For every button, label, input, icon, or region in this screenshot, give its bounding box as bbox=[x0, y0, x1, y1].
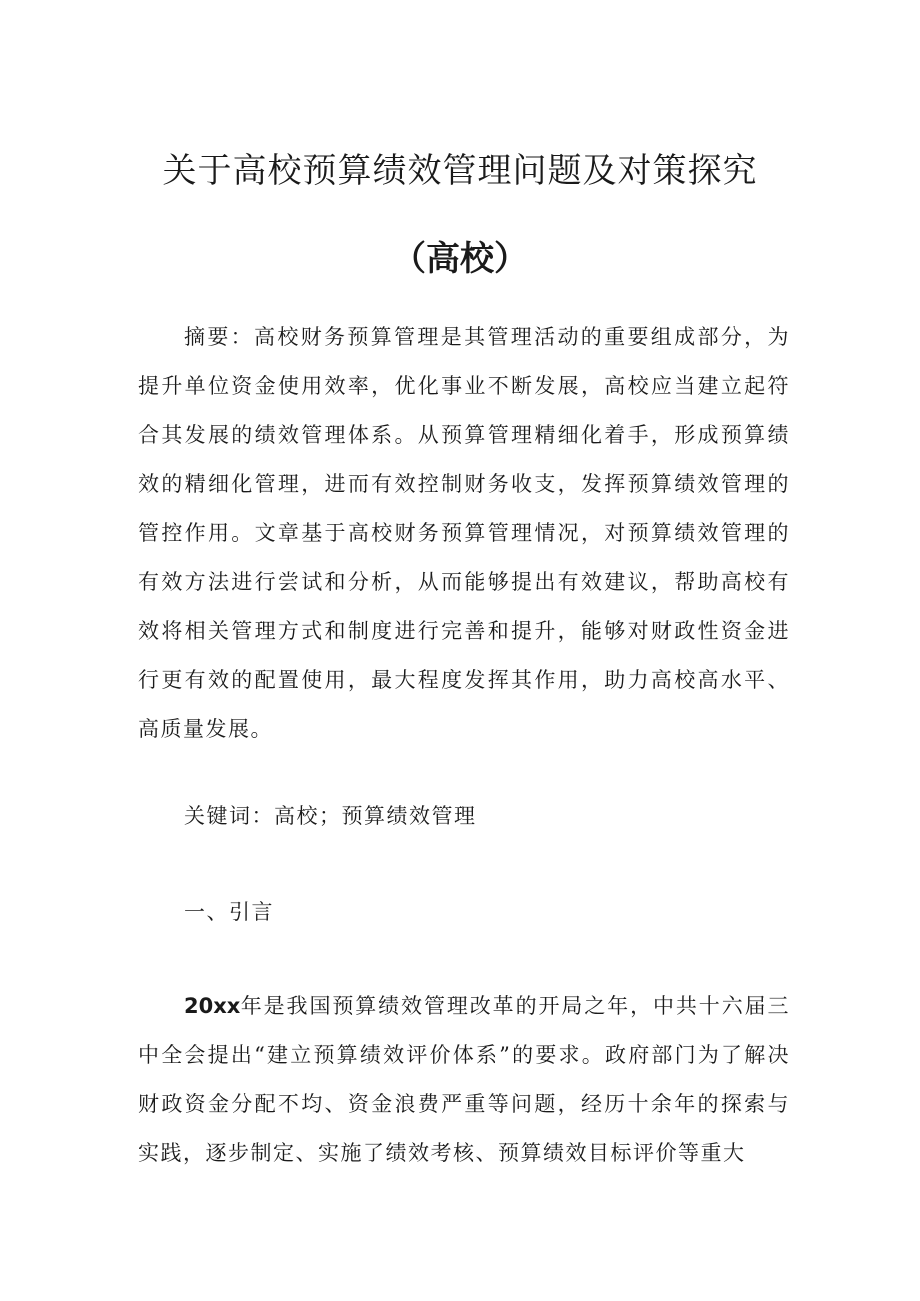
document-title: 关于高校预算绩效管理问题及对策探究 bbox=[162, 151, 758, 191]
section-heading: 一、引言 bbox=[184, 900, 274, 924]
document-subtitle: （高校） bbox=[392, 239, 528, 279]
intro-text: 年是我国预算绩效管理改革的开局之年，中共十六届三中全会提出“建立预算绩效评价体系”的要求。政府部门为了解决财政资金分配不均、资金浪费严重等问题，经历十余年的探索与实践，逐步制定、实施了绩效考核、预算绩效目标评价等重大 bbox=[138, 994, 790, 1165]
intro-year: 20xx bbox=[184, 994, 241, 1018]
abstract-paragraph: 摘要：高校财务预算管理是其管理活动的重要组成部分，为提升单位资金使用效率，优化事业不断发展，高校应当建立起符合其发展的绩效管理体系。从预算管理精细化着手，形成预算绩效的精细化管理，进而有效控制财务收支，发挥预算绩效管理的管控作用。文章基于高校财务预算管理情况，对预算绩效管理的有效方法进行尝试和分析，从而能够提出有效建议，帮助高校有效将相关管理方式和制度进行完善和提升，能够对财政性资金进行更有效的配置使用，最大程度发挥其作用，助力高校高水平、高质量发展。 bbox=[138, 325, 790, 741]
intro-paragraph bbox=[138, 982, 790, 1178]
keywords-line: 关键词：高校；预算绩效管理 bbox=[184, 804, 477, 828]
